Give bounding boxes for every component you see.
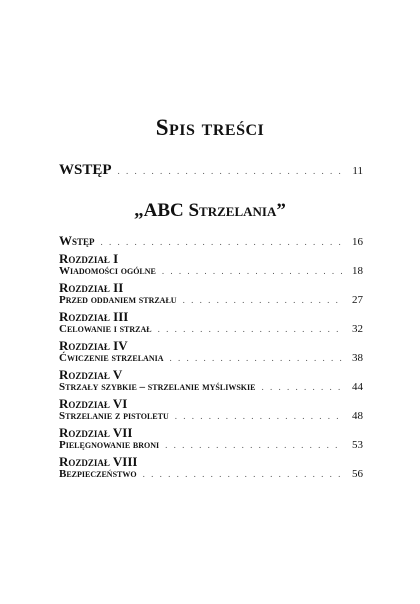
toc-entry-label: Celowanie i strzał	[59, 323, 152, 335]
toc-entry-page-number: 18	[352, 265, 363, 277]
toc-entry-label: Pielęgnowanie broni	[59, 439, 160, 451]
dot-leader	[183, 295, 343, 305]
dot-leader	[101, 237, 343, 247]
chapter-heading: Rozdział V	[59, 367, 123, 382]
chapter-heading: Rozdział II	[59, 280, 124, 295]
dot-leader	[158, 324, 343, 334]
toc-entry-label: Ćwiczenie strzelania	[59, 352, 164, 364]
toc-entry-label: Strzały szybkie – strzelanie myśliwskie	[59, 381, 256, 393]
toc-title: Spis treści	[155, 115, 265, 140]
toc-entry-label: Wstęp	[59, 233, 95, 248]
chapter-heading: Rozdział IV	[59, 338, 128, 353]
toc-entry-chapter-6[interactable]	[59, 410, 363, 422]
dot-leader	[162, 266, 343, 276]
toc-entry-wstep[interactable]	[59, 233, 363, 249]
toc-entry-page-number: 11	[352, 165, 363, 177]
toc-entry-page-number: 56	[352, 468, 363, 480]
toc-entry-label: WSTĘP	[59, 162, 112, 178]
dot-leader	[143, 469, 343, 479]
toc-entry-page-number: 44	[352, 381, 363, 393]
dot-leader	[118, 166, 343, 176]
toc-entry-chapter-4[interactable]	[59, 352, 363, 364]
toc-entry-label: Strzelanie z pistoletu	[59, 410, 169, 422]
toc-entry-chapter-5[interactable]	[59, 381, 363, 393]
toc-entry-chapter-3[interactable]	[59, 323, 363, 335]
toc-entry-intro[interactable]	[59, 162, 363, 179]
toc-entry-page-number: 32	[352, 323, 363, 335]
toc-entry-chapter-2[interactable]	[59, 294, 363, 306]
toc-entry-label: Bezpieczeństwo	[59, 468, 137, 480]
toc-entry-page-number: 16	[352, 236, 363, 248]
toc-entry-chapter-7[interactable]	[59, 439, 363, 451]
chapter-heading: Rozdział VI	[59, 396, 128, 411]
chapter-heading: Rozdział VIII	[59, 454, 138, 469]
toc-entry-chapter-1[interactable]	[59, 265, 363, 277]
chapter-heading: Rozdział III	[59, 309, 129, 324]
dot-leader	[170, 353, 344, 363]
dot-leader	[261, 382, 343, 392]
toc-entry-page-number: 38	[352, 352, 363, 364]
part-title: „ABC Strzelania”	[134, 200, 286, 221]
dot-leader	[175, 411, 343, 421]
toc-entry-label: Przed oddaniem strzału	[59, 294, 177, 306]
dot-leader	[165, 440, 343, 450]
chapter-heading: Rozdział I	[59, 251, 119, 266]
toc-entry-page-number: 27	[352, 294, 363, 306]
toc-entry-chapter-8[interactable]	[59, 468, 363, 480]
toc-entry-page-number: 53	[352, 439, 363, 451]
toc-entry-page-number: 48	[352, 410, 363, 422]
chapter-heading: Rozdział VII	[59, 425, 133, 440]
toc-entry-label: Wiadomości ogólne	[59, 265, 156, 277]
